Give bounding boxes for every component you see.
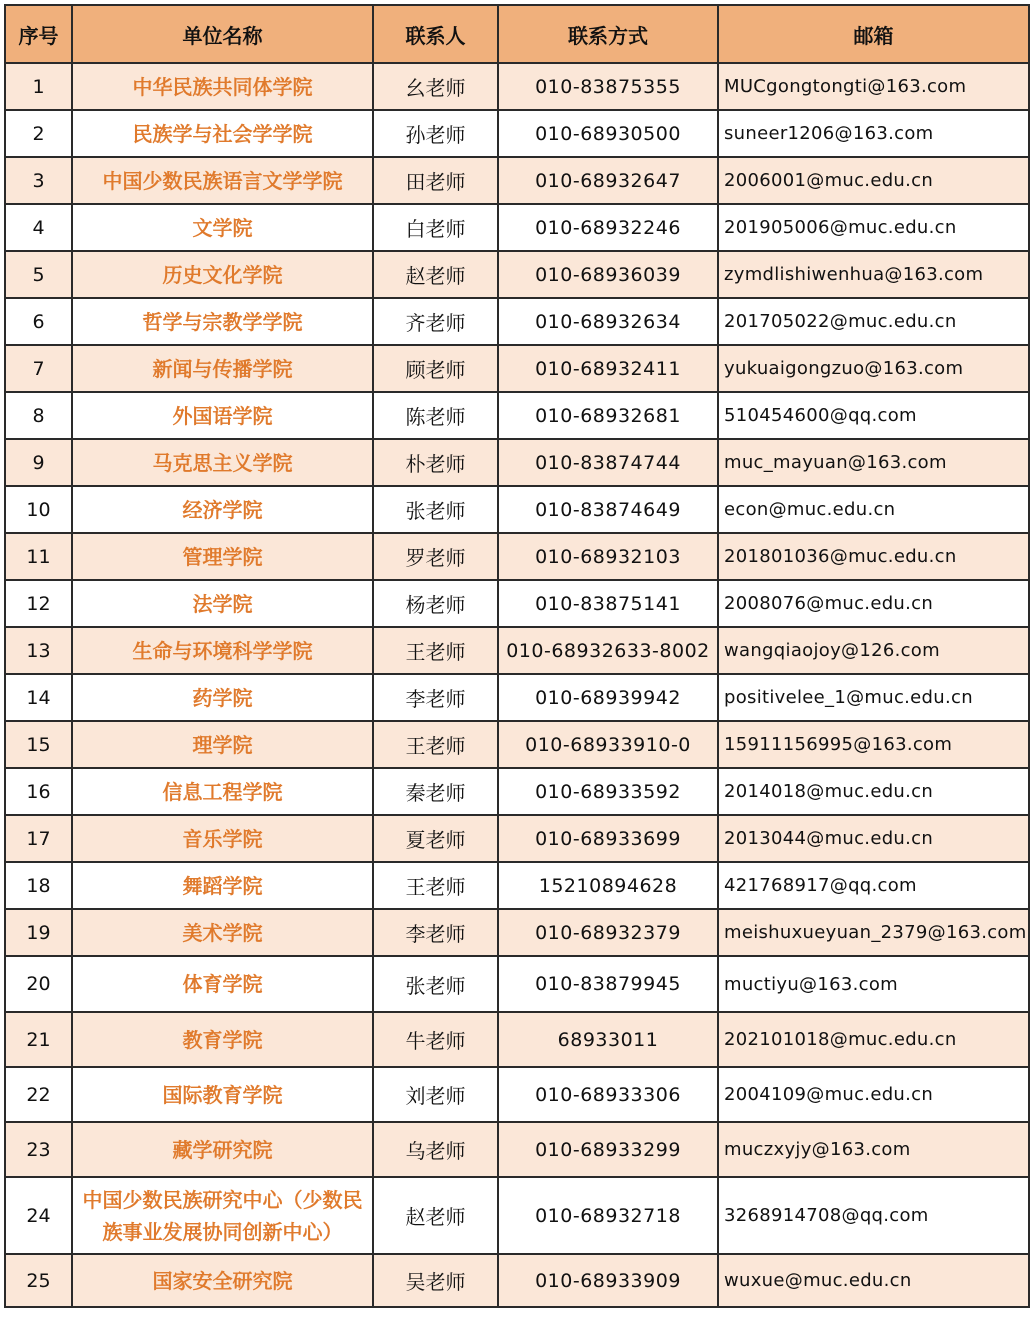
- contact-person: 罗老师: [373, 533, 498, 580]
- table-body: [5, 63, 1029, 1307]
- unit-name: 历史文化学院: [72, 251, 373, 298]
- email-address: 2004109@muc.edu.cn: [718, 1067, 1029, 1122]
- contact-person: 吴老师: [373, 1254, 498, 1307]
- row-number: 21: [5, 1012, 72, 1067]
- table-row: [5, 768, 1029, 815]
- email-address: wangqiaojoy@126.com: [718, 627, 1029, 674]
- table-row: [5, 63, 1029, 110]
- phone-number: 010-83875355: [498, 63, 718, 110]
- unit-name: 国际教育学院: [72, 1067, 373, 1122]
- phone-number: 010-68933909: [498, 1254, 718, 1307]
- phone-number: 010-83875141: [498, 580, 718, 627]
- contact-person: 李老师: [373, 674, 498, 721]
- table-row: [5, 909, 1029, 956]
- phone-number: 010-68932411: [498, 345, 718, 392]
- contact-person: 白老师: [373, 204, 498, 251]
- email-address: meishuxueyuan_2379@163.com: [718, 909, 1029, 956]
- contact-person: 秦老师: [373, 768, 498, 815]
- email-address: MUCgongtongti@163.com: [718, 63, 1029, 110]
- table-row: [5, 627, 1029, 674]
- header-contact: 联系人: [373, 5, 498, 63]
- phone-number: 010-83879945: [498, 956, 718, 1012]
- unit-name: 药学院: [72, 674, 373, 721]
- phone-number: 010-68932718: [498, 1177, 718, 1254]
- table-row: [5, 345, 1029, 392]
- unit-name: 外国语学院: [72, 392, 373, 439]
- unit-name: 舞蹈学院: [72, 862, 373, 909]
- phone-number: 010-68932379: [498, 909, 718, 956]
- contact-person: 田老师: [373, 157, 498, 204]
- row-number: 12: [5, 580, 72, 627]
- unit-name: 新闻与传播学院: [72, 345, 373, 392]
- unit-name: 音乐学院: [72, 815, 373, 862]
- contact-person: 朴老师: [373, 439, 498, 486]
- header-phone: 联系方式: [498, 5, 718, 63]
- email-address: wuxue@muc.edu.cn: [718, 1254, 1029, 1307]
- email-address: 2006001@muc.edu.cn: [718, 157, 1029, 204]
- unit-name: 法学院: [72, 580, 373, 627]
- table-row: [5, 251, 1029, 298]
- table-row: [5, 157, 1029, 204]
- contact-person: 张老师: [373, 956, 498, 1012]
- unit-name: 中国少数民族研究中心（少数民族事业发展协同创新中心）: [72, 1177, 373, 1254]
- phone-number: 010-68932634: [498, 298, 718, 345]
- unit-name: 中华民族共同体学院: [72, 63, 373, 110]
- phone-number: 010-68933592: [498, 768, 718, 815]
- unit-name: 藏学研究院: [72, 1122, 373, 1177]
- email-address: suneer1206@163.com: [718, 110, 1029, 157]
- email-address: muczxyjy@163.com: [718, 1122, 1029, 1177]
- phone-number: 010-68930500: [498, 110, 718, 157]
- email-address: zymdlishiwenhua@163.com: [718, 251, 1029, 298]
- table-row: [5, 674, 1029, 721]
- contact-person: 乌老师: [373, 1122, 498, 1177]
- row-number: 16: [5, 768, 72, 815]
- email-address: muc_mayuan@163.com: [718, 439, 1029, 486]
- contact-person: 顾老师: [373, 345, 498, 392]
- header-unit: 单位名称: [72, 5, 373, 63]
- contact-person: 赵老师: [373, 1177, 498, 1254]
- phone-number: 68933011: [498, 1012, 718, 1067]
- row-number: 22: [5, 1067, 72, 1122]
- table-row: [5, 1254, 1029, 1307]
- email-address: 510454600@qq.com: [718, 392, 1029, 439]
- email-address: 2014018@muc.edu.cn: [718, 768, 1029, 815]
- contact-table: [4, 4, 1030, 1308]
- contact-person: 幺老师: [373, 63, 498, 110]
- row-number: 2: [5, 110, 72, 157]
- header-email: 邮箱: [718, 5, 1029, 63]
- header-no: 序号: [5, 5, 72, 63]
- table-row: [5, 1177, 1029, 1254]
- row-number: 7: [5, 345, 72, 392]
- contact-person: 牛老师: [373, 1012, 498, 1067]
- row-number: 20: [5, 956, 72, 1012]
- row-number: 17: [5, 815, 72, 862]
- table-row: [5, 580, 1029, 627]
- phone-number: 15210894628: [498, 862, 718, 909]
- row-number: 25: [5, 1254, 72, 1307]
- phone-number: 010-68932633-8002: [498, 627, 718, 674]
- contact-person: 王老师: [373, 627, 498, 674]
- row-number: 8: [5, 392, 72, 439]
- row-number: 23: [5, 1122, 72, 1177]
- email-address: 201905006@muc.edu.cn: [718, 204, 1029, 251]
- email-address: 201801036@muc.edu.cn: [718, 533, 1029, 580]
- unit-name: 体育学院: [72, 956, 373, 1012]
- phone-number: 010-68939942: [498, 674, 718, 721]
- row-number: 14: [5, 674, 72, 721]
- row-number: 3: [5, 157, 72, 204]
- contact-person: 张老师: [373, 486, 498, 533]
- contact-person: 杨老师: [373, 580, 498, 627]
- email-address: positivelee_1@muc.edu.cn: [718, 674, 1029, 721]
- row-number: 10: [5, 486, 72, 533]
- phone-number: 010-68936039: [498, 251, 718, 298]
- phone-number: 010-68933910-0: [498, 721, 718, 768]
- email-address: muctiyu@163.com: [718, 956, 1029, 1012]
- table-header-row: [5, 5, 1029, 63]
- table-row: [5, 1012, 1029, 1067]
- unit-name: 管理学院: [72, 533, 373, 580]
- table-row: [5, 110, 1029, 157]
- email-address: yukuaigongzuo@163.com: [718, 345, 1029, 392]
- unit-name: 理学院: [72, 721, 373, 768]
- contact-person: 陈老师: [373, 392, 498, 439]
- email-address: 2008076@muc.edu.cn: [718, 580, 1029, 627]
- row-number: 13: [5, 627, 72, 674]
- phone-number: 010-68932246: [498, 204, 718, 251]
- unit-name: 文学院: [72, 204, 373, 251]
- row-number: 18: [5, 862, 72, 909]
- row-number: 9: [5, 439, 72, 486]
- row-number: 24: [5, 1177, 72, 1254]
- unit-name: 经济学院: [72, 486, 373, 533]
- phone-number: 010-83874649: [498, 486, 718, 533]
- row-number: 5: [5, 251, 72, 298]
- table-row: [5, 1067, 1029, 1122]
- email-address: 202101018@muc.edu.cn: [718, 1012, 1029, 1067]
- unit-name: 马克思主义学院: [72, 439, 373, 486]
- table-row: [5, 862, 1029, 909]
- table-row: [5, 721, 1029, 768]
- row-number: 1: [5, 63, 72, 110]
- row-number: 4: [5, 204, 72, 251]
- email-address: 15911156995@163.com: [718, 721, 1029, 768]
- unit-name: 国家安全研究院: [72, 1254, 373, 1307]
- row-number: 11: [5, 533, 72, 580]
- contact-person: 李老师: [373, 909, 498, 956]
- table-row: [5, 204, 1029, 251]
- contact-person: 刘老师: [373, 1067, 498, 1122]
- unit-name: 哲学与宗教学学院: [72, 298, 373, 345]
- row-number: 19: [5, 909, 72, 956]
- phone-number: 010-68933699: [498, 815, 718, 862]
- phone-number: 010-68932681: [498, 392, 718, 439]
- email-address: econ@muc.edu.cn: [718, 486, 1029, 533]
- contact-person: 夏老师: [373, 815, 498, 862]
- table-row: [5, 815, 1029, 862]
- email-address: 3268914708@qq.com: [718, 1177, 1029, 1254]
- table-row: [5, 439, 1029, 486]
- phone-number: 010-68933306: [498, 1067, 718, 1122]
- contact-person: 赵老师: [373, 251, 498, 298]
- contact-person: 王老师: [373, 862, 498, 909]
- phone-number: 010-68932647: [498, 157, 718, 204]
- unit-name: 信息工程学院: [72, 768, 373, 815]
- email-address: 421768917@qq.com: [718, 862, 1029, 909]
- unit-name: 教育学院: [72, 1012, 373, 1067]
- unit-name: 民族学与社会学学院: [72, 110, 373, 157]
- table-row: [5, 392, 1029, 439]
- table-row: [5, 1122, 1029, 1177]
- table-row: [5, 956, 1029, 1012]
- phone-number: 010-68932103: [498, 533, 718, 580]
- contact-person: 孙老师: [373, 110, 498, 157]
- table-row: [5, 486, 1029, 533]
- row-number: 15: [5, 721, 72, 768]
- phone-number: 010-83874744: [498, 439, 718, 486]
- unit-name: 美术学院: [72, 909, 373, 956]
- phone-number: 010-68933299: [498, 1122, 718, 1177]
- email-address: 201705022@muc.edu.cn: [718, 298, 1029, 345]
- unit-name: 中国少数民族语言文学学院: [72, 157, 373, 204]
- unit-name: 生命与环境科学学院: [72, 627, 373, 674]
- table-row: [5, 298, 1029, 345]
- table-row: [5, 533, 1029, 580]
- row-number: 6: [5, 298, 72, 345]
- contact-person: 王老师: [373, 721, 498, 768]
- contact-person: 齐老师: [373, 298, 498, 345]
- email-address: 2013044@muc.edu.cn: [718, 815, 1029, 862]
